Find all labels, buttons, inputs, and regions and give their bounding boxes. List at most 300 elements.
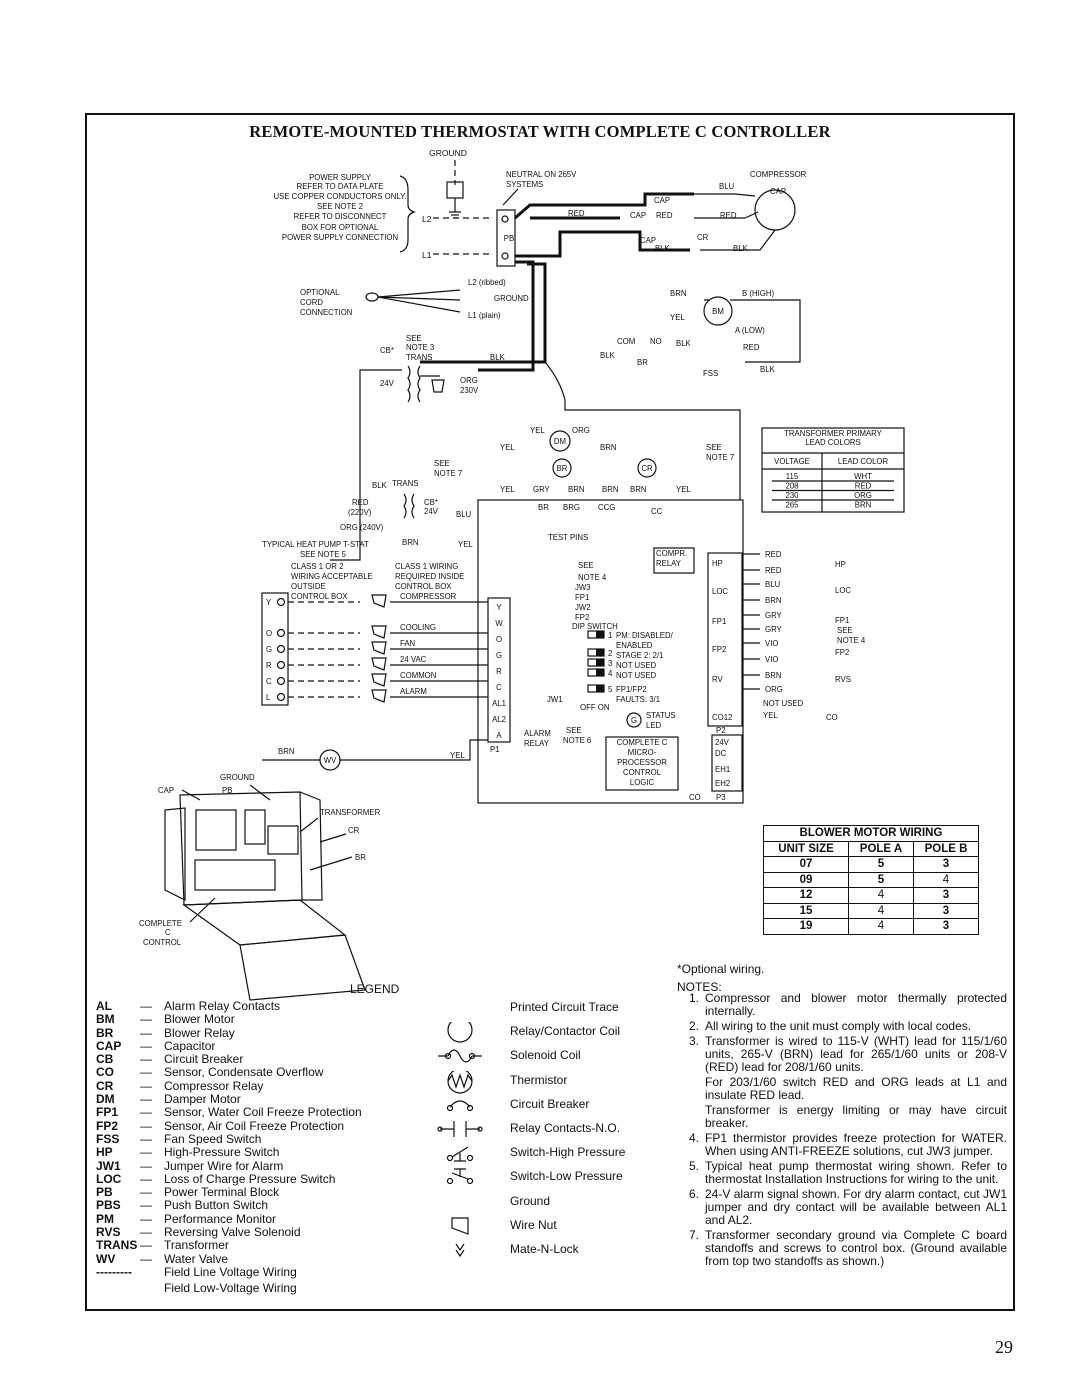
alarm-relay-label: RELAY xyxy=(524,739,549,748)
blower-col-header: POLE A xyxy=(849,841,914,857)
legend-symbols xyxy=(430,1000,650,1266)
legend-dash: — xyxy=(140,1065,152,1080)
legend-symbol-label: Switch-Low Pressure xyxy=(510,1169,623,1184)
note-item xyxy=(677,1035,1007,1074)
no-label: NO xyxy=(650,337,662,346)
cord-label: CONNECTION xyxy=(300,308,353,317)
see-note-label: NOTE 7 xyxy=(434,469,463,478)
red-label: RED xyxy=(720,211,737,220)
power-supply-label: SEE NOTE 2 xyxy=(317,202,363,211)
wire-nut-icon xyxy=(372,626,386,638)
blower-col-header: POLE B xyxy=(914,841,979,857)
device-label: LOC xyxy=(835,586,852,595)
board-terminal-label: G xyxy=(495,651,503,660)
legend-desc: Fan Speed Switch xyxy=(164,1131,262,1146)
board-terminal-label: O xyxy=(495,635,503,644)
micro-label: CONTROL xyxy=(622,768,662,777)
dip-number-label: 2 xyxy=(608,649,613,658)
dip-setting-label: ENABLED xyxy=(616,641,653,650)
right-wire-label: BRN xyxy=(765,671,782,680)
power-supply-label: POWER SUPPLY xyxy=(309,173,371,182)
power-supply-label: REFER TO DISCONNECT xyxy=(293,212,387,221)
relay-block xyxy=(245,810,265,844)
blower-table-row xyxy=(764,857,979,873)
br-label: BR xyxy=(637,358,648,367)
legend-dash: — xyxy=(140,1238,152,1253)
see-note-label: NOTE 6 xyxy=(563,736,592,745)
note-item xyxy=(677,1188,1007,1227)
cb-note-label: NOTE 3 xyxy=(406,343,435,352)
cap-label: CAP xyxy=(770,187,787,196)
cap-label: CAP xyxy=(630,211,647,220)
blk-label: BLK xyxy=(600,351,615,360)
p2-label: P2 xyxy=(716,726,726,735)
legend-dash: — xyxy=(140,1038,152,1053)
tstat-terminal xyxy=(278,630,285,637)
complete-photo-label: C xyxy=(165,928,171,937)
right-wire-label: ORG xyxy=(765,685,783,694)
tstat-function-label: ALARM xyxy=(400,687,427,696)
note-text: Compressor and blower motor thermally protected internally. xyxy=(705,991,1007,1018)
brg-label: BRG xyxy=(563,503,580,512)
legend-symbol-label: Solenoid Coil xyxy=(510,1048,581,1063)
blk-label: BLK xyxy=(490,353,505,362)
legend-item xyxy=(96,1013,362,1026)
board-block xyxy=(195,860,275,890)
class-label: CLASS 1 OR 2 xyxy=(291,562,344,571)
dip-switch-toggle xyxy=(596,631,604,638)
yel-label: YEL xyxy=(458,540,473,549)
p3-terminal-label: DC xyxy=(715,749,727,758)
mate-n-lock-icon xyxy=(430,1240,490,1264)
cord-label: OPTIONAL xyxy=(300,288,340,297)
blk-label: BLK xyxy=(676,339,691,348)
dip-switch-toggle xyxy=(596,669,604,676)
legend-abbr: BM xyxy=(96,1012,115,1027)
neutral-label: NEUTRAL ON 265V xyxy=(506,170,577,179)
legend-symbol-label: Printed Circuit Trace xyxy=(510,1000,619,1014)
see-note-label: SEE NOTE 5 xyxy=(300,550,346,559)
legend-item xyxy=(96,1199,362,1212)
note-item xyxy=(677,1020,1007,1033)
cr-label: CR xyxy=(697,233,709,242)
transformer-photo-label: TRANSFORMER xyxy=(320,808,381,817)
right-wire-label: BRN xyxy=(765,596,782,605)
legend-desc: Alarm Relay Contacts xyxy=(164,999,281,1013)
note-number: 6. xyxy=(688,1187,699,1201)
legend-dash: — xyxy=(140,1131,152,1146)
see-note-label: SEE xyxy=(706,443,722,452)
brn-label: BRN xyxy=(568,485,585,494)
device-label: NOTE 4 xyxy=(837,636,866,645)
dip-switch-toggle xyxy=(596,649,604,656)
switch-low-pressure-icon xyxy=(430,1167,490,1191)
blower-table-cell: 5 xyxy=(849,857,914,873)
power-supply-label: POWER SUPPLY CONNECTION xyxy=(281,233,399,242)
yel-label: YEL xyxy=(763,711,778,720)
dip-setting-label: NOT USED xyxy=(616,671,657,680)
note-text: Typical heat pump thermostat wiring shown. Refer to thermostat Installation Instructions for wiring to the unit. xyxy=(705,1159,1007,1186)
board-terminal-label: R xyxy=(496,667,502,676)
tstat-function-label: COMPRESSOR xyxy=(400,592,457,601)
blk-label: BLK xyxy=(733,244,748,253)
board-terminal-label: A xyxy=(496,731,502,740)
com-label: COM xyxy=(617,337,636,346)
tstat-terminal xyxy=(278,599,285,606)
legend-desc: Push Button Switch xyxy=(164,1198,269,1213)
legend-dash: — xyxy=(140,1251,152,1266)
device-label: RVS xyxy=(835,675,851,684)
tstat-function-label: COOLING xyxy=(400,623,436,632)
legend-abbr: CR xyxy=(96,1078,114,1093)
legend-symbol-row xyxy=(430,1097,650,1121)
p2-terminal-label: CO12 xyxy=(712,713,733,722)
class-label: OUTSIDE xyxy=(291,582,326,591)
leader xyxy=(503,189,518,205)
transformer-coil-icon xyxy=(404,494,406,518)
red-label: RED xyxy=(568,209,585,218)
p3-terminal-label: 24V xyxy=(715,738,729,747)
legend-field-line-label: Field Line Voltage Wiring xyxy=(164,1264,297,1279)
legend-abbr: CAP xyxy=(96,1038,122,1053)
blower-table-cell: 12 xyxy=(764,888,849,904)
blower-table-cell: 3 xyxy=(914,857,979,873)
blower-table-cell: 09 xyxy=(764,872,849,888)
see-note-label: SEE xyxy=(434,459,450,468)
legend-symbol-row xyxy=(430,1121,650,1145)
dip-switch-label: DIP SWITCH xyxy=(572,622,618,631)
p2-terminal-label: FP2 xyxy=(712,645,727,654)
legend-item xyxy=(96,1066,362,1079)
compressor-label: COMPRESSOR xyxy=(750,170,807,179)
note-item xyxy=(677,1160,1007,1186)
bm-label: BM xyxy=(712,307,724,316)
legend-item xyxy=(96,1213,362,1226)
dip-switch-toggle xyxy=(596,659,604,666)
legend-symbol-label: Switch-High Pressure xyxy=(510,1145,626,1160)
page-title: REMOTE-MOUNTED THERMOSTAT WITH COMPLETE C CONTROLLER xyxy=(249,122,831,141)
compressor-motor xyxy=(755,190,795,230)
wire-nut-icon xyxy=(372,595,386,607)
legend-abbr: CO xyxy=(96,1065,114,1080)
fss-label: FSS xyxy=(703,369,719,378)
solenoid-coil-icon xyxy=(430,1046,490,1070)
legend-symbol-row xyxy=(430,1048,650,1072)
tstat-terminal xyxy=(278,646,285,653)
compr-relay-label: RELAY xyxy=(656,559,681,568)
wire xyxy=(300,818,318,832)
legend-desc: Jumper Wire for Alarm xyxy=(164,1158,284,1173)
24v-label: 24V xyxy=(424,507,438,516)
blower-table-row xyxy=(764,872,979,888)
device-label: FP1 xyxy=(835,616,850,625)
wire-nut-icon xyxy=(372,658,386,670)
right-wire-label: RED xyxy=(765,550,782,559)
legend-symbol-row xyxy=(430,1145,650,1169)
legend-item xyxy=(96,1000,362,1013)
tstat-function-label: 24 VAC xyxy=(400,655,427,664)
p2-connector xyxy=(708,553,742,726)
dip-setting-label: NOT USED xyxy=(616,661,657,670)
legend-abbr: CB xyxy=(96,1052,114,1067)
legend-desc: Water Valve xyxy=(164,1251,229,1266)
tstat-terminal xyxy=(278,694,285,701)
tstat-title: TYPICAL HEAT PUMP T-STAT xyxy=(262,540,369,549)
compr-relay-label: COMPR. xyxy=(656,549,688,558)
brace xyxy=(400,176,414,252)
wire xyxy=(694,194,755,196)
blower-col-header: UNIT SIZE xyxy=(764,841,849,857)
legend-symbol-row xyxy=(430,1242,650,1266)
legend-symbol-row xyxy=(430,1000,650,1024)
legend-item xyxy=(96,1146,362,1159)
note-text: All wiring to the unit must comply with local codes. xyxy=(705,1019,972,1033)
legend-dash: — xyxy=(140,1185,152,1200)
legend-abbr: PM xyxy=(96,1211,114,1226)
off-on-label: OFF ON xyxy=(580,703,610,712)
class-label: CONTROL BOX xyxy=(395,582,452,591)
device-label: FP2 xyxy=(835,648,850,657)
tstat-terminal-label: G xyxy=(266,645,273,654)
cr-photo-label: CR xyxy=(348,826,360,835)
blower-table-cell: 4 xyxy=(914,872,979,888)
test-pins-label: TEST PINS xyxy=(548,533,589,542)
class-label: CLASS 1 WIRING xyxy=(395,562,459,571)
wire-nut-icon xyxy=(372,690,386,702)
br-label: BR xyxy=(538,503,549,512)
micro-label: LOGIC xyxy=(629,778,655,787)
legend-abbr: FP1 xyxy=(96,1105,119,1120)
cord-label: CORD xyxy=(300,298,323,307)
transformer-coil-icon xyxy=(408,366,410,402)
micro-label: MICRO- xyxy=(627,748,657,757)
blower-table-cell: 3 xyxy=(914,903,979,919)
power-supply-label: USE COPPER CONDUCTORS ONLY. xyxy=(273,192,407,201)
tstat-terminal xyxy=(278,662,285,669)
legend-dash: — xyxy=(140,1225,152,1240)
gry-label: GRY xyxy=(533,485,550,494)
right-wire-label: VIO xyxy=(765,655,779,664)
legend-desc: Sensor, Air Coil Freeze Protection xyxy=(164,1118,345,1133)
relay-contacts-no-icon xyxy=(430,1119,490,1143)
legend-symbol-row xyxy=(430,1024,650,1048)
cc-label: CC xyxy=(651,507,663,516)
device-label: SEE xyxy=(837,626,853,635)
cr-coil-label: CR xyxy=(641,464,653,473)
wire-nut-icon xyxy=(430,1216,490,1240)
dip-switch-toggle xyxy=(596,685,604,692)
status-led-label: STATUS xyxy=(646,711,676,720)
legend-symbol-label: Circuit Breaker xyxy=(510,1096,590,1111)
b-high-label: B (HIGH) xyxy=(742,289,775,298)
legend-dash: — xyxy=(140,1092,152,1107)
blower-table-cell: 19 xyxy=(764,919,849,935)
cap-label: CAP xyxy=(654,196,671,205)
note-number: 1. xyxy=(688,991,699,1005)
legend-desc: Loss of Charge Pressure Switch xyxy=(164,1171,336,1186)
brn-label: BRN xyxy=(630,485,647,494)
legend-dash-line: --------- xyxy=(96,1264,132,1279)
transformer-table-header: VOLTAGE xyxy=(774,457,810,466)
note-text: 24-V alarm signal shown. For dry alarm contact, cut JW1 jumper and dry contact will be available between AL1 and AL2. xyxy=(705,1187,1007,1227)
blower-table-row xyxy=(764,919,979,935)
red220-label: (220V) xyxy=(348,508,372,517)
notes-list xyxy=(677,992,1007,1270)
tstat-terminal xyxy=(278,678,285,685)
blower-table-title: BLOWER MOTOR WIRING xyxy=(764,826,979,842)
legend-item xyxy=(96,1040,362,1053)
blower-table-cell: 4 xyxy=(849,888,914,904)
tstat-terminal-label: Y xyxy=(266,598,272,607)
control-box-door xyxy=(240,935,365,1000)
legend-abbr: TRANS xyxy=(96,1238,138,1253)
transformer-table-cell: RED xyxy=(854,481,872,491)
legend-desc: Compressor Relay xyxy=(164,1078,264,1093)
legend-item xyxy=(96,1160,362,1173)
tstat-function-label: FAN xyxy=(400,639,416,648)
legend-abbr: LOC xyxy=(96,1171,122,1186)
optional-wiring-note: *Optional wiring. xyxy=(677,962,765,976)
relay-coil-icon xyxy=(430,1022,490,1046)
transformer-table-cell: ORG xyxy=(854,491,872,500)
org240-label: ORG (240V) xyxy=(340,523,384,532)
note-number: 3. xyxy=(688,1034,699,1048)
legend-desc: Sensor, Condensate Overflow xyxy=(164,1065,324,1080)
micro-label: COMPLETE C xyxy=(616,738,668,747)
board-terminal-label: Y xyxy=(496,603,502,612)
tstat-terminal-label: L xyxy=(266,693,271,702)
legend-item xyxy=(96,1093,362,1106)
legend-abbr: PB xyxy=(96,1185,113,1200)
legend-dash: — xyxy=(140,1158,152,1173)
right-wire-label: GRY xyxy=(765,611,782,620)
board-terminal-label: AL1 xyxy=(492,699,506,708)
brn-label: BRN xyxy=(600,443,617,452)
note-text: For 203/1/60 switch RED and ORG leads at L1 and insulate RED lead. xyxy=(705,1075,1007,1102)
note-number: 4. xyxy=(688,1131,699,1145)
alarm-relay-label: ALARM xyxy=(524,729,551,738)
legend-field-low xyxy=(96,1282,362,1295)
p2-terminal-label: LOC xyxy=(712,587,729,596)
yel-label: YEL xyxy=(450,751,465,760)
legend-abbr: JW1 xyxy=(96,1158,121,1173)
class-label: CONTROL BOX xyxy=(291,592,348,601)
blower-table-cell: 15 xyxy=(764,903,849,919)
board-terminal-label: W xyxy=(495,619,503,628)
see-note-label: SEE xyxy=(566,726,582,735)
legend-dash: — xyxy=(140,1211,152,1226)
blower-table-row xyxy=(764,903,979,919)
legend-desc: Performance Monitor xyxy=(164,1211,277,1226)
red-label: RED xyxy=(743,343,760,352)
cap-photo-label: CAP xyxy=(158,786,175,795)
note-number: 2. xyxy=(688,1019,699,1033)
note-text: Transformer secondary ground via Complete C board standoffs and screws to control box. (Ground available from top two standoffs as shown.) xyxy=(705,1228,1007,1268)
legend-dash: — xyxy=(140,1171,152,1186)
legend-dash: — xyxy=(140,1145,152,1160)
brn-label: BRN xyxy=(278,747,295,756)
p1-label: P1 xyxy=(490,745,500,754)
notes-title: NOTES: xyxy=(677,980,722,994)
legend-abbr: WV xyxy=(96,1251,116,1266)
class-label: WIRING ACCEPTABLE xyxy=(291,572,373,581)
note-item xyxy=(677,1104,1007,1130)
legend-symbol-label: Thermistor xyxy=(510,1072,568,1087)
jumper-label: FP2 xyxy=(575,613,590,622)
br-coil-label: BR xyxy=(556,464,568,473)
legend-item xyxy=(96,1080,362,1093)
pb-photo-label: PB xyxy=(222,786,233,795)
p2-terminal-label: HP xyxy=(712,559,723,568)
legend-abbr: BR xyxy=(96,1025,114,1040)
control-box-side xyxy=(300,792,322,900)
transformer-block xyxy=(268,826,298,854)
transformer-table-cell: BRN xyxy=(854,500,872,510)
see-note-label: NOTE 4 xyxy=(578,573,607,582)
p2-terminal-label: RV xyxy=(712,675,723,684)
legend-abbr: FSS xyxy=(96,1131,120,1146)
legend-abbr: AL xyxy=(96,999,112,1013)
legend-item xyxy=(96,1027,362,1040)
transformer-table-title: LEAD COLORS xyxy=(805,438,861,447)
see-note-label: NOTE 7 xyxy=(706,453,735,462)
brn-label: BRN xyxy=(402,538,419,547)
legend-desc: Blower Motor xyxy=(164,1012,235,1027)
ground-photo-label: GROUND xyxy=(220,773,255,782)
right-wire-label: GRY xyxy=(765,625,782,634)
legend-desc: Reversing Valve Solenoid xyxy=(164,1225,301,1240)
wire xyxy=(310,857,352,870)
see-note-label: SEE xyxy=(578,561,594,570)
legend-abbr: RVS xyxy=(96,1225,121,1240)
p2-terminal-label: FP1 xyxy=(712,617,727,626)
circuit-breaker-icon xyxy=(430,1095,490,1119)
brn-label: BRN xyxy=(670,289,687,298)
wire-nut-icon xyxy=(372,674,386,686)
legend-item xyxy=(96,1106,362,1119)
dip-number-label: 4 xyxy=(608,669,613,678)
complete-photo-label: CONTROL xyxy=(143,938,182,947)
note-number: 7. xyxy=(688,1228,699,1242)
legend-desc: Sensor, Water Coil Freeze Protection xyxy=(164,1105,362,1120)
transformer-table-cell: 115 xyxy=(785,472,799,481)
legend-symbol-row xyxy=(430,1218,650,1242)
legend-item xyxy=(96,1239,362,1252)
led-g-label: G xyxy=(630,716,638,725)
cb-note-label: SEE xyxy=(406,334,422,343)
p3-label: P3 xyxy=(716,793,726,802)
note-text: FP1 thermistor provides freeze protection for WATER. When using ANTI-FREEZE solutions, cut JW3 jumper. xyxy=(705,1131,1007,1158)
cb-label: CB* xyxy=(380,346,394,355)
legend-abbr: DM xyxy=(96,1092,115,1107)
transformer-table-title: TRANSFORMER PRIMARY xyxy=(784,429,882,438)
legend-dash: — xyxy=(140,1198,152,1213)
red-label: RED xyxy=(352,498,369,507)
legend-dash: — xyxy=(140,999,152,1013)
pb-label: PB xyxy=(503,234,515,243)
dip-setting-label: PM: DISABLED/ xyxy=(616,631,673,640)
transformer-coil-icon xyxy=(418,366,420,402)
board-terminal-label: C xyxy=(496,683,502,692)
legend-field-low-label: Field Low-Voltage Wiring xyxy=(164,1281,297,1296)
p3-terminal-label: EH1 xyxy=(715,765,731,774)
device-label: HP xyxy=(835,560,846,569)
pb-terminal xyxy=(502,253,508,259)
legend-item xyxy=(96,1053,362,1066)
a-low-label: A (LOW) xyxy=(735,326,765,335)
yel-label: YEL xyxy=(500,443,515,452)
legend-dash: — xyxy=(140,1105,152,1120)
